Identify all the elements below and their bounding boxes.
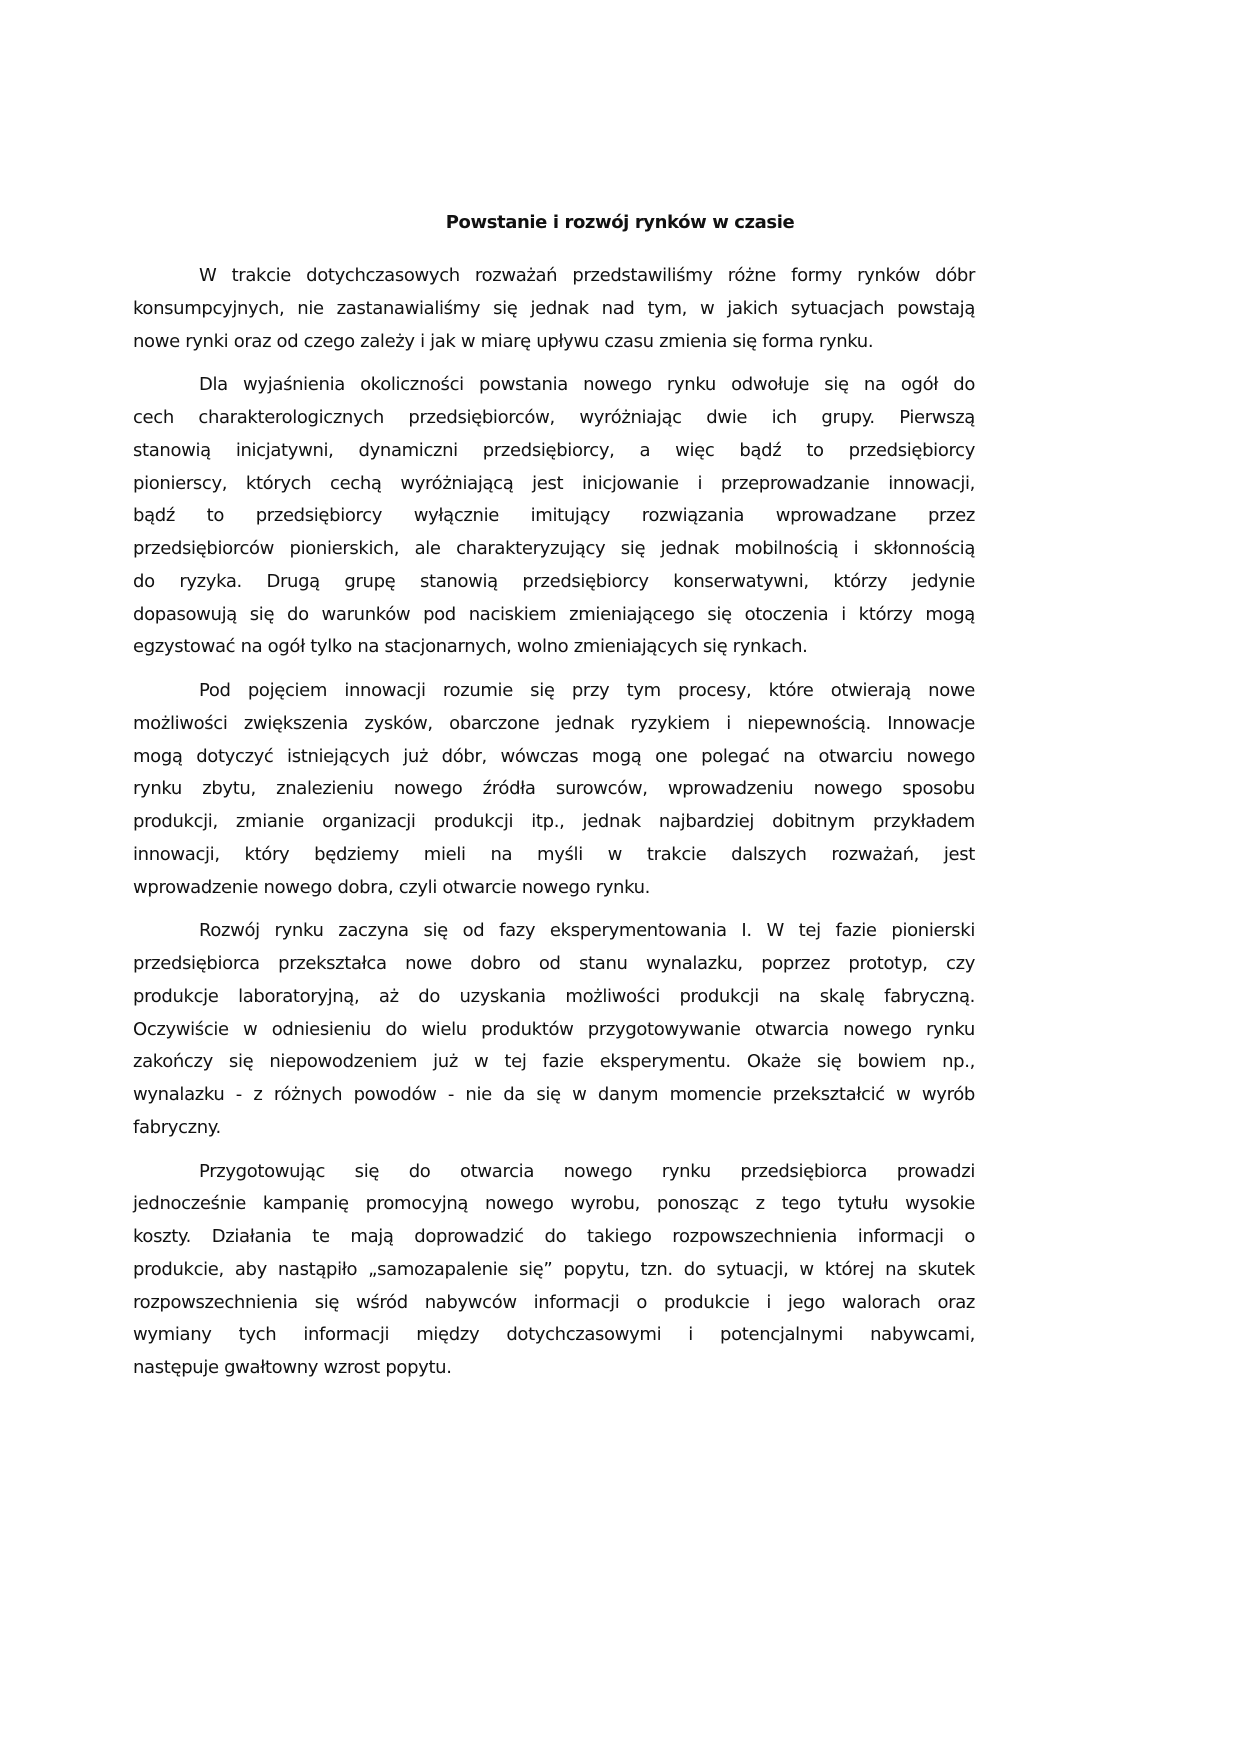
paragraph-line: rynku zbytu, znalezieniu nowego źródła surowców, wprowadzeniu nowego sposobu: [133, 778, 975, 800]
paragraph-line: wynalazku - z różnych powodów - nie da się w danym momencie przekształcić w wyrób: [133, 1084, 975, 1105]
paragraph-line: wprowadzenie nowego dobra, czyli otwarcie nowego rynku.: [133, 876, 651, 898]
paragraph-line: dopasowują się do warunków pod naciskiem zmieniającego się otoczenia i którzy mogą: [133, 603, 975, 625]
paragraph-line: zakończy się niepowodzeniem już w tej fazie eksperymentu. Okaże się bowiem np.,: [133, 1051, 975, 1073]
paragraph: [133, 677, 975, 906]
paragraph-line: Oczywiście w odniesieniu do wielu produktów przygotowywanie otwarcia nowego rynku: [133, 1018, 975, 1040]
paragraph: [133, 1158, 975, 1387]
paragraph-line: pionierscy, których cechą wyróżniającą jest inicjowanie i przeprowadzanie innowacji,: [133, 472, 975, 494]
paragraph-line: Rozwój rynku zaczyna się od fazy eksperymentowania I. W tej fazie pionierski: [199, 920, 975, 942]
paragraph: [133, 917, 975, 1146]
paragraph-line: innowacji, który będziemy mieli na myśli w trakcie dalszych rozważań, jest: [133, 843, 975, 865]
paragraph: [133, 371, 975, 666]
paragraph-line: produkcie, aby nastąpiło „samozapalenie się” popytu, tzn. do sytuacji, w której na skutek: [133, 1258, 975, 1280]
paragraph-line: do ryzyka. Drugą grupę stanowią przedsiębiorcy konserwatywni, którzy jedynie: [133, 570, 975, 592]
paragraph-line: egzystować na ogół tylko na stacjonarnych, wolno zmieniających się rynkach.: [133, 636, 808, 658]
document-body: [133, 262, 975, 1398]
paragraph-line: wymiany tych informacji między dotychczasowymi i potencjalnymi nabywcami,: [133, 1324, 975, 1346]
paragraph-line: W trakcie dotychczasowych rozważań przedstawiliśmy różne formy rynków dóbr: [199, 265, 975, 286]
paragraph-line: fabryczny.: [133, 1116, 221, 1138]
paragraph-line: cech charakterologicznych przedsiębiorców, wyróżniając dwie ich grupy. Pierwszą: [133, 407, 975, 428]
paragraph-line: Dla wyjaśnienia okoliczności powstania nowego rynku odwołuje się na ogół do: [199, 374, 975, 396]
paragraph-line: możliwości zwiększenia zysków, obarczone jednak ryzykiem i niepewnością. Innowacje: [133, 712, 975, 734]
paragraph-line: bądź to przedsiębiorcy wyłącznie imitujący rozwiązania wprowadzane przez: [133, 505, 975, 527]
paragraph-line: nowe rynki oraz od czego zależy i jak w miarę upływu czasu zmienia się forma rynku.: [133, 330, 874, 352]
paragraph-line: przedsiębiorca przekształca nowe dobro od stanu wynalazku, poprzez prototyp, czy: [133, 953, 975, 974]
paragraph-line: Przygotowując się do otwarcia nowego rynku przedsiębiorca prowadzi: [199, 1160, 975, 1182]
paragraph-line: mogą dotyczyć istniejących już dóbr, wówczas mogą one polegać na otwarciu nowego: [133, 745, 975, 767]
paragraph-line: następuje gwałtowny wzrost popytu.: [133, 1357, 452, 1378]
paragraph-line: produkcji, zmianie organizacji produkcji itp., jednak najbardziej dobitnym przykładem: [133, 811, 975, 832]
paragraph-line: koszty. Działania te mają doprowadzić do takiego rozpowszechnienia informacji o: [133, 1226, 975, 1247]
paragraph-line: rozpowszechnienia się wśród nabywców informacji o produkcie i jego walorach oraz: [133, 1291, 975, 1313]
paragraph-line: przedsiębiorców pionierskich, ale charakteryzujący się jednak mobilnością i skłonnością: [133, 538, 975, 559]
document-title: Powstanie i rozwój rynków w czasie: [445, 212, 795, 233]
paragraph-line: Pod pojęciem innowacji rozumie się przy tym procesy, które otwierają nowe: [199, 680, 975, 701]
paragraph: [133, 262, 975, 360]
paragraph-line: stanowią inicjatywni, dynamiczni przedsiębiorcy, a więc bądź to przedsiębiorcy: [133, 439, 975, 461]
paragraph-line: produkcje laboratoryjną, aż do uzyskania możliwości produkcji na skalę fabryczną.: [133, 985, 975, 1007]
paragraph-line: konsumpcyjnych, nie zastanawialiśmy się jednak nad tym, w jakich sytuacjach powstają: [133, 297, 975, 319]
paragraph-line: jednocześnie kampanię promocyjną nowego wyrobu, ponosząc z tego tytułu wysokie: [133, 1193, 975, 1215]
